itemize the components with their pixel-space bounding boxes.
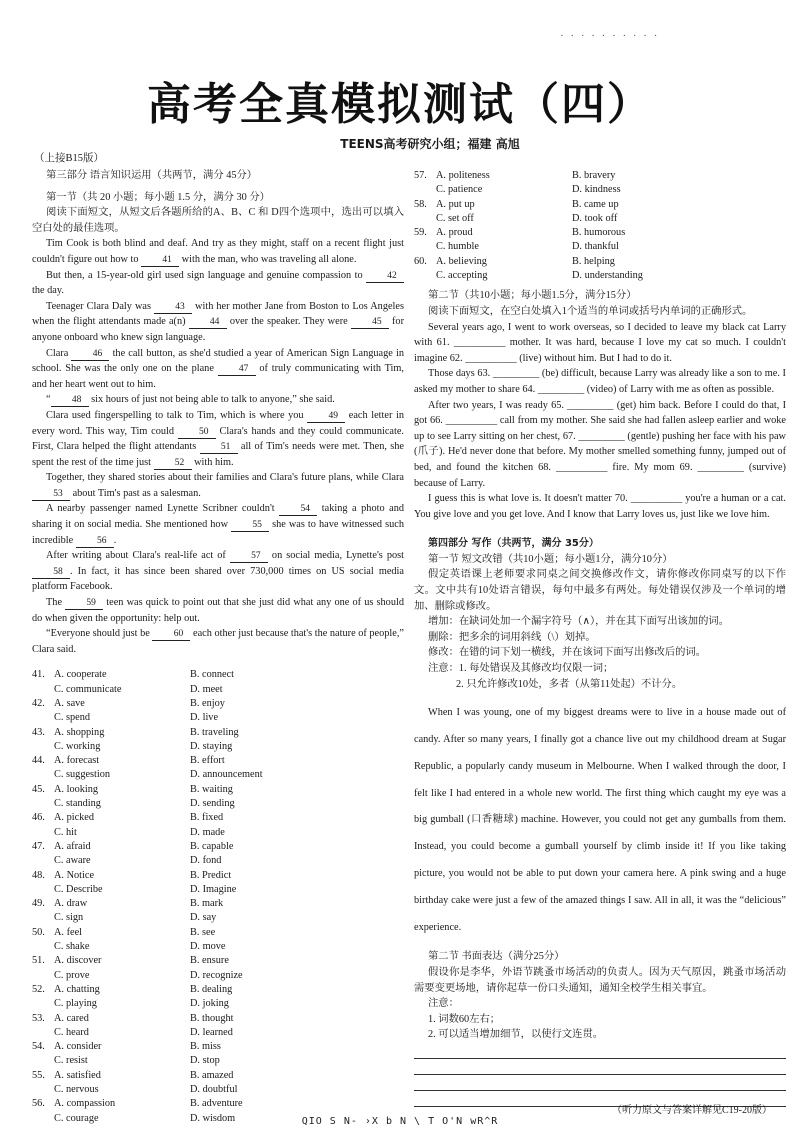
passage-text: the day. [32,285,64,297]
cloze-blank[interactable]: 57 [230,551,268,563]
option-c[interactable]: C. playing [54,998,97,1010]
passage-text: about Tim's past as a salesman. [70,487,201,499]
cloze-options-left [32,667,404,1125]
question-number: 50. [32,926,45,938]
question-number: 60. [414,255,427,267]
question-number: 45. [32,783,45,795]
option-row [414,211,786,225]
note-line: 2. 可以适当增加细节，以使行文连贯。 [428,1029,604,1041]
question-number: 42. [32,698,45,709]
option-row [32,968,404,982]
option-row [414,268,786,282]
option-c[interactable]: C. Describe [54,883,103,895]
option-a[interactable]: A. compassion [54,1098,116,1110]
passage-text: the call button, as she'd studied a year of American Sign Language in school. She was the only one on the plane [32,347,404,375]
option-d[interactable]: D. recognize [190,969,243,981]
option-b[interactable]: B. humorous [572,227,626,239]
option-row [414,182,786,196]
option-row [32,796,404,810]
option-row [32,753,404,767]
question-number: 56. [32,1098,45,1110]
passage-paragraph [32,408,404,470]
option-row [32,1053,404,1067]
question-number: 49. [32,898,45,910]
option-row [32,1025,404,1039]
cloze-blank[interactable]: 60 [152,629,190,641]
passage-text: Clara [46,347,72,359]
part4-section2-instructions: 假设你是李华，外语节跳蚤市场活动的负责人。因为天气原因，跳蚤市场活动需要变更场地，请你起草一份口头通知，通知全校学生相关事宜。 [414,966,786,994]
edition-note: （上接B15版） [34,153,105,164]
answer-footnote: （听力原文与答案详解见C19-20版） [612,1105,772,1116]
passage-paragraph [32,595,404,626]
question-number: 48. [32,869,45,881]
option-a[interactable]: A. save [54,698,85,709]
option-a[interactable]: A. feel [54,926,83,938]
question-number: 53. [32,1012,45,1024]
section1-instructions: 阅读下面短文，从短文后各题所给的A、B、C 和 D四个选项中，选出可以填入空白处的最佳选项。 [32,207,404,234]
cloze-blank[interactable]: 47 [218,364,256,376]
note-line: 1. 词数60左右； [428,1013,501,1025]
option-c[interactable]: C. heard [54,1026,89,1038]
correction-essay: When I was young, one of my biggest dreams were to live in a house made out of candy. After so many years, I finally got a chance live out my childhood dream at Sugar Republic, a popularly candy museum in Melbourne. When I walked through the door, I felt like I had entered in a whole new world. The first thing which caught my eye was a big gumball (口香糖球) machine. However, you could not get any gumballs from them. Instead, you could become a gumball yourself by climb inside it! If you like taking picture, you would not be able to put down your camera here. A pink swing and a huge birthday cake were just a few of the amazed things I saw. All in all, it was the “delicious” experience. [414,707,786,933]
option-row [32,782,404,796]
passage-paragraph [32,470,404,501]
writing-notes [414,1012,786,1043]
correction-rules [414,614,786,692]
passage-paragraph: Several years ago, I went to work overseas, so I decided to leave my black cat Larry with 61. __________ mother. It was hard, because I love my cat so much. I couldn't imagine 62. __________ (live) without him. But I had to do it. [414,321,786,364]
answer-line[interactable] [414,1058,786,1059]
option-row [32,839,404,853]
option-b[interactable]: B. Predict [190,869,232,881]
right-column [414,168,786,1107]
cloze-blank[interactable]: 45 [351,317,389,329]
cloze-blank[interactable]: 56 [76,536,114,548]
option-d[interactable]: D. made [190,826,225,838]
option-a[interactable]: A. satisfied [54,1069,101,1081]
option-a[interactable]: A. looking [54,783,99,795]
passage-text: Together, they shared stories about their families and Clara's future plans, while Clara [46,472,404,484]
passage-text: The [46,597,66,609]
option-row [32,939,404,953]
section1-heading: 第一节（共 20 小题；每小题 1.5 分，满分 30 分） [46,191,270,203]
option-row [414,254,786,268]
question-number: 58. [414,198,427,210]
option-a[interactable]: A. afraid [54,840,91,852]
option-row [32,882,404,896]
question-number: 55. [32,1069,45,1081]
option-row [32,853,404,867]
rule-line: 2. 只允许修改10处，多者（从第11处起）不计分。 [456,678,683,690]
option-a[interactable]: A. consider [54,1041,102,1053]
grammar-fill-passage [414,320,786,523]
option-row [414,239,786,253]
answer-lines [414,1058,786,1107]
option-d[interactable]: D. stop [190,1055,220,1067]
question-number: 59. [414,227,427,239]
option-d[interactable]: D. say [190,912,217,924]
option-d[interactable]: D. learned [190,1026,233,1038]
passage-text: Clara used fingerspelling to talk to Tim, which is where you [46,409,308,421]
option-c[interactable]: C. spend [54,712,91,724]
option-b[interactable]: B. miss [190,1041,221,1053]
option-a[interactable]: A. politeness [436,170,490,181]
passage-text: . In fact, it has since been shared over 730,000 times on US social media platform Facebook. [32,565,404,593]
option-row [32,896,404,910]
answer-line[interactable] [414,1074,786,1075]
passage-text: each other just because that's the nature of people,” Clara said. [32,628,404,655]
option-row [32,996,404,1010]
passage-text: Teenager Clara Daly was [46,300,155,312]
option-b[interactable]: B. connect [190,669,235,681]
rule-line: 删除：把多余的词用斜线（\）划掉。 [428,631,596,643]
page-footer: QIO S N- ›X b N \ T O'N wR^R [301,1116,499,1127]
passage-text: six hours of just not being able to talk to anyone,” she said. [88,394,335,406]
option-b[interactable]: B. amazed [190,1069,234,1081]
cloze-passage [32,236,404,657]
question-number: 44. [32,755,45,767]
option-row [32,1011,404,1025]
passage-text: “ [46,394,51,406]
option-d[interactable]: D. staying [190,740,233,752]
option-a[interactable]: A. chatting [54,983,100,995]
option-c[interactable]: C. courage [54,1112,99,1124]
passage-text: over the speaker. They were [226,316,351,328]
question-number: 52. [32,983,45,995]
option-a[interactable]: A. cooperate [54,669,107,681]
option-c[interactable]: C. shake [54,941,90,953]
option-d[interactable]: D. doubtful [190,1084,238,1096]
passage-text: But then, a 15-year-old girl used sign language and genuine compassion to [46,269,366,281]
passage-text: A nearby passenger named Lynette Scribner couldn't [46,503,280,515]
passage-text: on social media, Lynette's post [267,550,405,562]
option-b[interactable]: B. effort [190,755,225,767]
notes-label: 注意： [428,998,459,1010]
option-row [32,825,404,839]
cloze-blank[interactable]: 43 [154,302,192,314]
option-a[interactable]: A. put up [436,198,475,210]
section2-heading: 第二节（共10小题；每小题1.5分，满分15分） [428,290,637,302]
option-b[interactable]: B. enjoy [190,698,225,709]
option-b[interactable]: B. mark [190,898,224,910]
option-a[interactable]: A. discover [54,955,102,967]
option-a[interactable]: A. believing [436,255,487,267]
option-b[interactable]: B. see [190,926,216,938]
cloze-blank[interactable]: 58 [32,567,70,579]
question-number: 47. [32,840,45,852]
passage-text: teen was quick to point out that she just did what any one of us should do when given the opportunity: help out. [32,597,404,624]
option-b[interactable]: B. helping [572,255,615,267]
cloze-blank[interactable]: 50 [178,427,216,439]
passage-paragraph [32,626,404,657]
option-b[interactable]: B. thought [190,1012,234,1024]
option-row [414,168,786,182]
option-b[interactable]: B. came up [572,198,619,210]
byline: TEENS高考研究小组；福建 高旭 [340,137,520,151]
passage-paragraph [32,392,404,408]
option-b[interactable]: B. dealing [190,983,233,995]
option-row [32,1082,404,1096]
option-c[interactable]: C. set off [436,212,474,224]
part4-section2-heading: 第二节 书面表达（满分25分） [428,951,565,963]
page-title: 高考全真模拟测试（四） [147,79,653,130]
option-a[interactable]: A. cared [54,1012,89,1024]
option-c[interactable]: C. standing [54,798,101,810]
passage-text: she was to have witnessed such incredible [32,519,404,546]
part3-heading: 第三部分 语言知识运用（共两节，满分 45分） [46,170,258,181]
option-c[interactable]: C. suggestion [54,769,111,781]
option-b[interactable]: B. bravery [572,170,616,181]
question-number: 41. [32,669,45,681]
option-row [32,710,404,724]
option-c[interactable]: C. aware [54,855,91,867]
passage-text: all of Tim's needs were met. Then, she spent the rest of the time just [32,441,404,468]
option-c[interactable]: C. working [54,740,101,752]
option-row [32,868,404,882]
option-b[interactable]: B. ensure [190,955,229,967]
answer-line[interactable] [414,1090,786,1091]
option-c[interactable]: C. communicate [54,683,122,695]
option-d[interactable]: D. wisdom [190,1112,236,1124]
option-d[interactable]: D. took off [572,212,618,224]
option-a[interactable]: A. proud [436,227,473,239]
passage-paragraph [32,501,404,548]
option-c[interactable]: C. nervous [54,1084,99,1096]
option-c[interactable]: C. humble [436,241,479,253]
question-number: 51. [32,955,45,967]
option-d[interactable]: D. sending [190,798,235,810]
option-d[interactable]: D. announcement [190,769,263,781]
passage-text: with the man, who was traveling all alone. [179,253,357,265]
option-d[interactable]: D. thankful [572,241,619,253]
passage-text: with him. [191,456,234,468]
cloze-blank[interactable]: 41 [141,255,179,267]
option-d[interactable]: D. understanding [572,270,643,282]
option-c[interactable]: C. prove [54,969,90,981]
cloze-blank[interactable]: 52 [154,458,192,470]
cloze-blank[interactable]: 44 [189,317,227,329]
passage-text: each letter in every word. This way, Tim could [32,409,404,437]
passage-paragraph [32,299,404,346]
option-row [32,725,404,739]
header-mark: · · · · · · · · · · [560,30,660,42]
passage-paragraph [32,346,404,393]
option-c[interactable]: C. patience [436,184,483,196]
option-b[interactable]: B. adventure [190,1098,243,1110]
option-a[interactable]: A. picked [54,812,95,824]
cloze-blank[interactable]: 53 [32,489,70,501]
option-b[interactable]: B. traveling [190,726,239,738]
option-c[interactable]: C. accepting [436,270,488,282]
passage-text: with her mother Jane from Boston to Los Angeles when the flight attendants made a(n) [32,300,404,328]
option-c[interactable]: C. sign [54,912,84,924]
passage-text: Tim Cook is both blind and deaf. And try as they might, staff on a recent flight just couldn't figure out how to [32,238,404,265]
rule-line: 修改：在错的词下划一横线，并在该词下面写出修改后的词。 [428,647,707,659]
left-column [32,168,404,1125]
option-d[interactable]: D. fond [190,855,222,867]
option-row [32,1039,404,1053]
passage-text: taking a photo and sharing it on social media. She mentioned how [32,503,405,531]
cloze-options-right [414,168,786,282]
cloze-blank[interactable]: 54 [279,504,317,516]
option-d[interactable]: D. meet [190,683,223,695]
section2-instructions: 阅读下面短文，在空白处填入1个适当的单词或括号内单词的正确形式。 [428,305,753,317]
option-b[interactable]: B. fixed [190,812,224,824]
option-a[interactable]: A. draw [54,898,88,910]
rule-line: 增加：在缺词处加一个漏字符号（∧），并在其下面写出该加的词。 [428,616,729,628]
option-row [32,682,404,696]
passage-text: of truly communicating with Tim, and her heart went out to him. [32,363,404,390]
passage-paragraph [32,268,404,299]
option-a[interactable]: A. forecast [54,755,100,767]
option-row [32,767,404,781]
cloze-blank[interactable]: 42 [366,271,404,283]
option-row [32,667,404,681]
cloze-blank[interactable]: 48 [51,395,89,407]
option-row [32,696,404,710]
option-b[interactable]: B. waiting [190,783,233,795]
option-row [32,953,404,967]
option-d[interactable]: D. move [190,941,226,953]
passage-paragraph [32,548,404,595]
option-d[interactable]: D. joking [190,998,229,1010]
passage-text: “Everyone should just be [46,628,153,640]
passage-text: After writing about Clara's real-life act of [46,550,230,562]
option-a[interactable]: A. shopping [54,726,105,738]
cloze-blank[interactable]: 51 [200,442,238,454]
part4-section1-instructions: 假定英语课上老师要求同桌之间交换修改作文，请你修改你同桌写的以下作文。文中共有10处语言错误，每句中最多有两处。每处错误仅涉及一个单词的增加、删除或修改。 [414,569,786,612]
option-row [414,225,786,239]
question-number: 46. [32,812,45,824]
cloze-blank[interactable]: 55 [231,520,269,532]
option-row [32,1096,404,1110]
option-b[interactable]: B. capable [190,840,234,852]
option-c[interactable]: C. hit [54,826,77,838]
option-d[interactable]: D. Imagine [190,883,237,895]
passage-paragraph: I guess this is what love is. It doesn't matter 70. __________ you're a human or a cat. You give love and you get love. And I know that Larry loves us, just like we love him. [414,493,786,520]
option-row [414,197,786,211]
passage-text: . [113,534,117,546]
passage-paragraph: Those days 63. _________ (be) difficult, because Larry was already like a son to me. I asked my mother to share 64. _________ (video) of Larry with me as often as possible. [414,368,786,395]
cloze-blank[interactable]: 59 [65,598,103,610]
option-row [32,925,404,939]
option-d[interactable]: D. kindness [572,184,621,196]
question-number: 57. [414,170,427,181]
passage-text: Clara's hands and they could communicate. First, Clara helped the flight attendants [32,425,404,453]
passage-text: for anyone onboard who knew sign language. [32,316,404,343]
option-row [32,739,404,753]
passage-paragraph [32,236,404,267]
option-d[interactable]: D. live [190,712,219,724]
cloze-blank[interactable]: 46 [71,349,109,361]
option-row [32,810,404,824]
option-row [32,910,404,924]
part4-section1-heading: 第一节 短文改错（共10小题；每小题1分，满分10分） [428,553,673,565]
passage-paragraph: After two years, I was ready 65. _________ (get) him back. Before I could do that, I got 66. __________ call from my mother. She said she had fallen asleep earlier and woke up to see Larry sitting on her chest, 67. _________ (gentle) pushing her face with his paw (爪子). He'd never done that before. My mother smelled something funny, jumped out of bed, and found the kitchen 68. __________ fire. My mom 69. _________ (survive) because of Larry. [414,399,786,489]
question-number: 43. [32,726,45,738]
option-c[interactable]: C. resist [54,1055,88,1067]
rule-line: 注意：1. 每处错误及其修改均仅限一词； [428,663,614,675]
cloze-blank[interactable]: 49 [307,411,345,423]
option-row [32,1068,404,1082]
part4-heading: 第四部分 写作（共两节，满分 35分） [428,538,599,550]
question-number: 54. [32,1041,45,1053]
option-row [32,982,404,996]
option-a[interactable]: A. Notice [54,869,95,881]
